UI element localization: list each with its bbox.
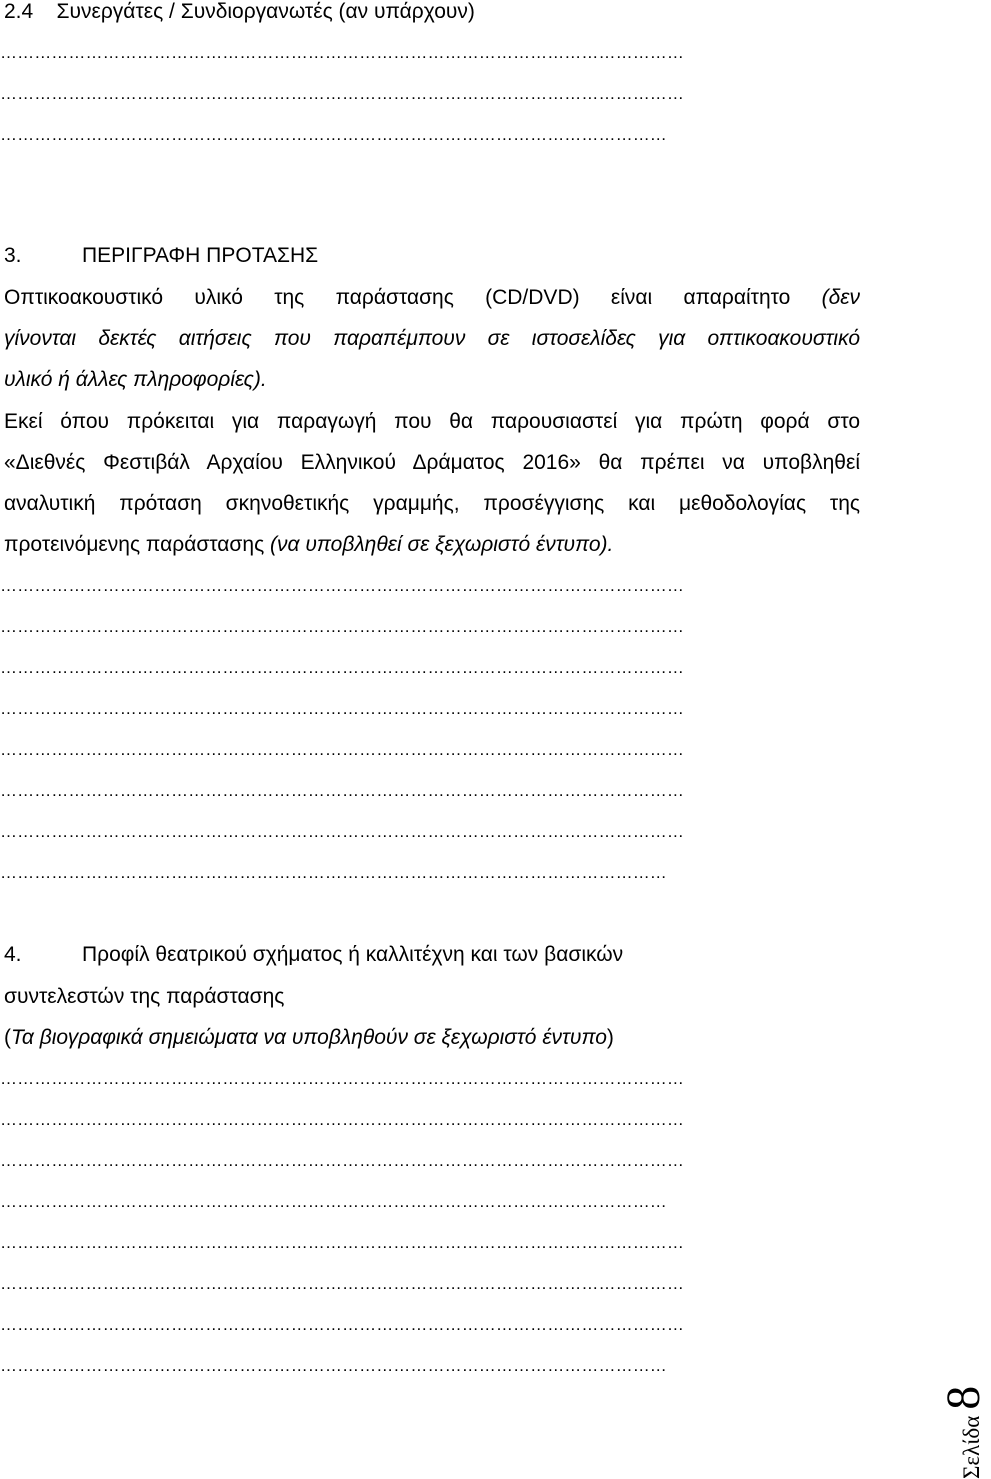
dotted-line: ………………………………………………………………………………………………………… [0, 1315, 684, 1334]
paragraph-line: Οπτικοακουστικό υλικό της παράστασης (CD/DVD) είναι απαραίτητο (δεν [4, 286, 860, 309]
paragraph-line: «Διεθνές Φεστιβάλ Αρχαίου Ελληνικού Δράματος 2016» θα πρέπει να υποβληθεί [4, 451, 860, 474]
dotted-line: ………………………………………………………………………………………………………… [0, 576, 684, 595]
paragraph-line: προτεινόμενης παράστασης (να υποβληθεί σε ξεχωριστό έντυπο). [4, 533, 614, 556]
section-3-heading [4, 244, 860, 268]
section-title-continuation: συντελεστών της παράστασης [4, 985, 285, 1008]
section-note: (Τα βιογραφικά σημειώματα να υποβληθούν σε ξεχωριστό έντυπο) [4, 1026, 614, 1049]
dotted-line: ………………………………………………………………………………………………………… [0, 658, 684, 677]
page-word: Σελίδα [959, 1415, 984, 1479]
dotted-line: ……………………………………………………………………………………………………… [0, 863, 667, 882]
dotted-line: ………………………………………………………………………………………………………… [0, 1274, 684, 1293]
dotted-line: ………………………………………………………………………………………………………… [0, 740, 684, 759]
dotted-line: ………………………………………………………………………………………………………… [0, 781, 684, 800]
section-2-4-heading: 2.4 Συνεργάτες / Συνδιοργανωτές (αν υπάρχουν) [4, 0, 475, 23]
paragraph-line: αναλυτική πρόταση σκηνοθετικής γραμμής, προσέγγισης και μεθοδολογίας της [4, 492, 860, 515]
dotted-line: ………………………………………………………………………………………………………… [0, 43, 684, 62]
section-number: 4. [4, 943, 22, 966]
section-4-heading [4, 943, 860, 967]
dotted-line: ………………………………………………………………………………………………………… [0, 822, 684, 841]
dotted-line: ………………………………………………………………………………………………………… [0, 1151, 684, 1170]
paragraph-line: Εκεί όπου πρόκειται για παραγωγή που θα παρουσιαστεί για πρώτη φορά στο [4, 410, 860, 433]
page-number-value: 8 [937, 1385, 990, 1410]
section-number: 3. [4, 244, 22, 267]
section-title: ΠΕΡΙΓΡΑΦΗ ΠΡΟΤΑΣΗΣ [82, 244, 319, 267]
paragraph-line: γίνονται δεκτές αιτήσεις που παραπέμπουν σε ιστοσελίδες για οπτικοακουστικό [4, 327, 860, 350]
dotted-line: ………………………………………………………………………………………………………… [0, 617, 684, 636]
paragraph-line: υλικό ή άλλες πληροφορίες). [4, 368, 267, 391]
dotted-line: ………………………………………………………………………………………………………… [0, 1069, 684, 1088]
section-title: Προφίλ θεατρικού σχήματος ή καλλιτέχνη και των βασικών [82, 943, 624, 966]
dotted-line: ………………………………………………………………………………………………………… [0, 84, 684, 103]
page-number [936, 1386, 991, 1479]
dotted-line: ………………………………………………………………………………………………………… [0, 1233, 684, 1252]
dotted-line: ……………………………………………………………………………………………………… [0, 1356, 667, 1375]
dotted-line: ……………………………………………………………………………………………………… [0, 125, 667, 144]
dotted-line: ……………………………………………………………………………………………………… [0, 1192, 667, 1211]
dotted-line: ………………………………………………………………………………………………………… [0, 1110, 684, 1129]
dotted-line: ………………………………………………………………………………………………………… [0, 699, 684, 718]
